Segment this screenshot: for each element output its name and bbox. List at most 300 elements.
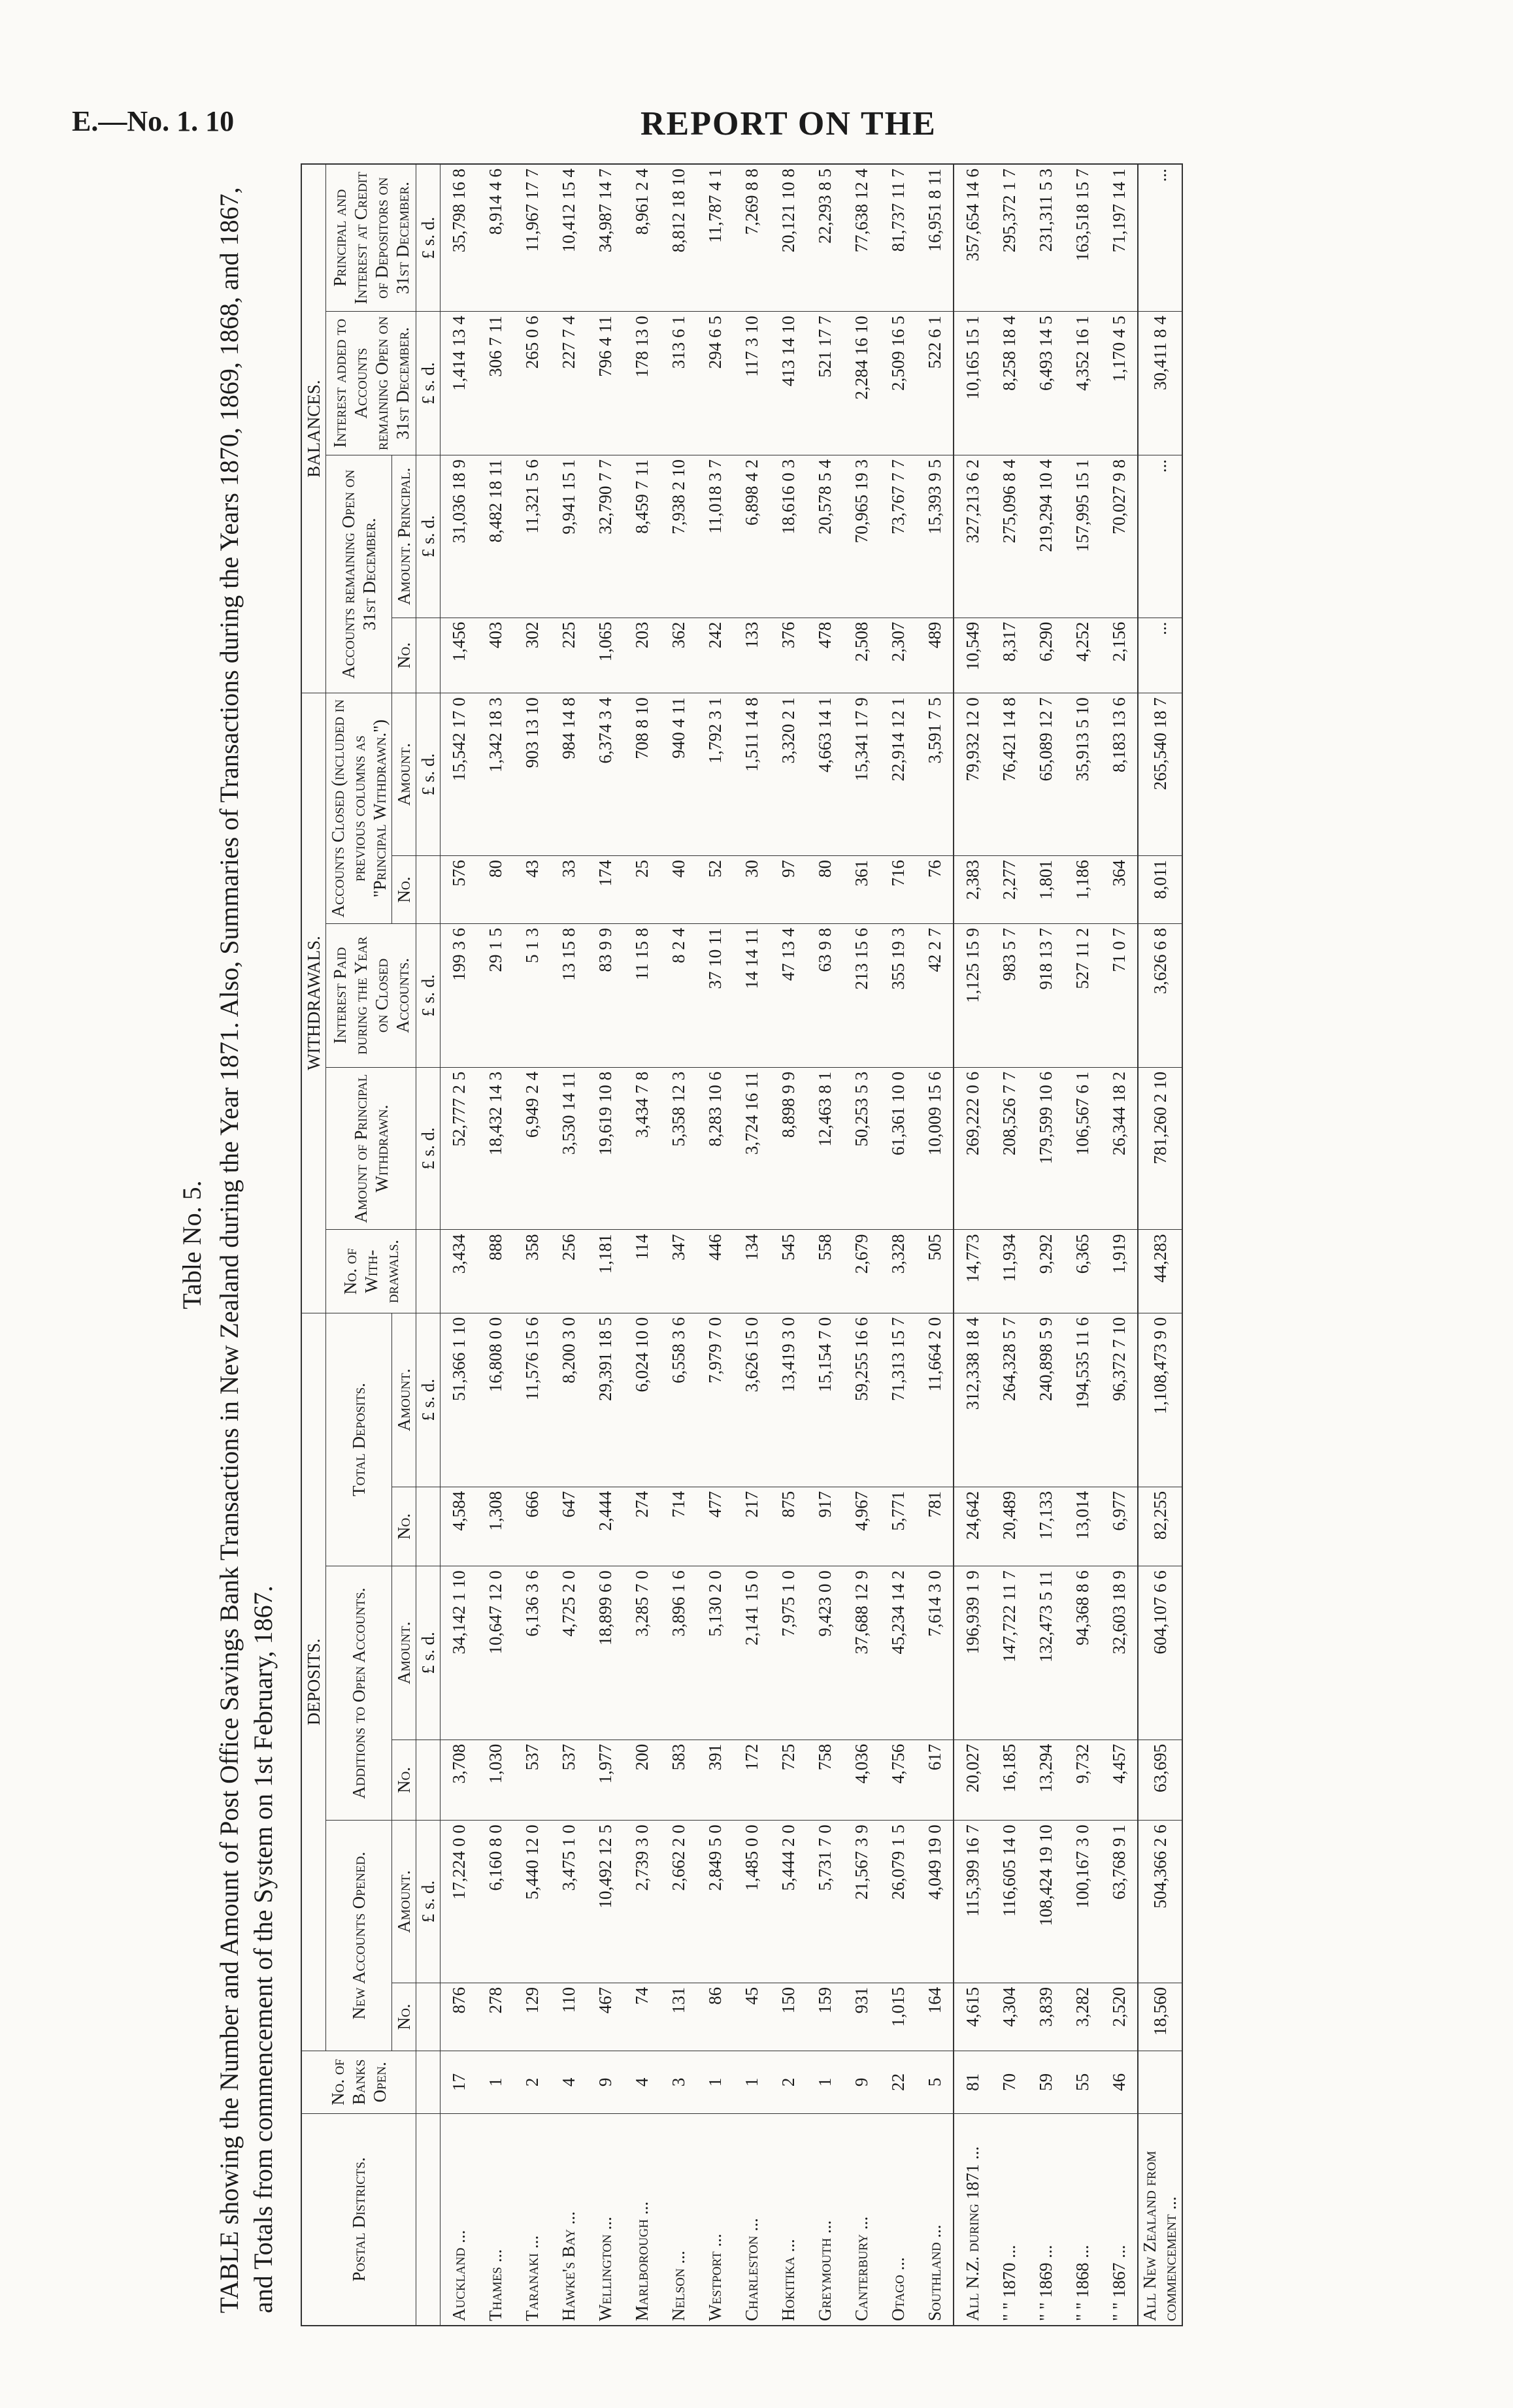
value-cell: 17,224 0 0: [441, 1821, 478, 1983]
value-cell: 37,688 12 9: [843, 1566, 880, 1740]
units-lsd: £ s. d.: [416, 312, 441, 455]
value-cell: 133: [733, 618, 770, 693]
value-cell: 9,732: [1064, 1740, 1101, 1820]
value-cell: 29 1 5: [477, 924, 514, 1068]
value-cell: 10,009 15 6: [916, 1067, 954, 1230]
value-cell: 15,542 17 0: [441, 693, 478, 856]
table-row: [623, 164, 660, 2326]
value-cell: 558: [806, 1230, 843, 1313]
header-no-withdrawals: No. of With-drawals.: [326, 1230, 416, 1313]
value-cell: 30: [733, 855, 770, 923]
value-cell: 9: [843, 2051, 880, 2113]
value-cell: 13,014: [1064, 1487, 1101, 1566]
value-cell: 70: [991, 2051, 1027, 2113]
value-cell: 2,508: [843, 618, 880, 693]
value-cell: 11,934: [991, 1230, 1027, 1313]
value-cell: 47 13 4: [770, 924, 806, 1068]
table-row: [880, 164, 916, 2326]
value-cell: 917: [806, 1487, 843, 1566]
table-row: [1101, 164, 1138, 2326]
table-row: [916, 164, 954, 2326]
value-cell: 376: [770, 618, 806, 693]
value-cell: 42 2 7: [916, 924, 954, 1068]
value-cell: 106,567 6 1: [1064, 1067, 1101, 1230]
value-cell: 63,695: [1138, 1740, 1182, 1820]
header-total-deposits: Total Deposits.: [326, 1313, 392, 1566]
value-cell: 7,938 2 10: [660, 455, 697, 618]
value-cell: 2,284 16 10: [843, 312, 880, 455]
value-cell: 3,626 6 8: [1138, 924, 1182, 1068]
page-reference: E.—No. 1. 10: [72, 105, 235, 137]
table-row: [806, 164, 843, 2326]
value-cell: 6,493 14 5: [1027, 312, 1064, 455]
value-cell: 708 8 10: [623, 693, 660, 856]
value-cell: 4,756: [880, 1740, 916, 1820]
value-cell: 20,121 10 8: [770, 164, 806, 312]
value-cell: 13,419 3 0: [770, 1313, 806, 1487]
value-cell: 8,812 18 10: [660, 164, 697, 312]
value-cell: 1,065: [587, 618, 623, 693]
value-cell: 2: [514, 2051, 550, 2113]
value-cell: 4,615: [954, 1983, 991, 2051]
value-cell: 3,626 15 0: [733, 1313, 770, 1487]
units-lsd: £ s. d.: [416, 924, 441, 1068]
units-cell: [416, 1983, 441, 2051]
value-cell: 100,167 3 0: [1064, 1821, 1101, 1983]
value-cell: 3: [660, 2051, 697, 2113]
value-cell: 984 14 8: [550, 693, 587, 856]
value-cell: 4,304: [991, 1983, 1027, 2051]
value-cell: 3,328: [880, 1230, 916, 1313]
value-cell: 51,366 1 10: [441, 1313, 478, 1487]
value-cell: 1: [733, 2051, 770, 2113]
value-cell: 666: [514, 1487, 550, 1566]
value-cell: 5 1 3: [514, 924, 550, 1068]
table-row: [991, 164, 1027, 2326]
value-cell: 3,591 7 5: [916, 693, 954, 856]
value-cell: 11,787 4 1: [697, 164, 733, 312]
value-cell: 269,222 0 6: [954, 1067, 991, 1230]
table-title: TABLE showing the Number and Amount of Post Office Savings Bank Transactions in New Zealand during the Year 1871. Also, Summaries of Transactions during the Years 1870, 1869, 1868, and 1867, and Totals from commencement of the System on 1st February, 1867.: [214, 187, 278, 2313]
value-cell: 21,567 3 9: [843, 1821, 880, 1983]
value-cell: 362: [660, 618, 697, 693]
value-cell: 716: [880, 855, 916, 923]
value-cell: 196,939 1 9: [954, 1566, 991, 1740]
value-cell: 31,036 18 9: [441, 455, 478, 618]
value-cell: 489: [916, 618, 954, 693]
value-cell: 583: [660, 1740, 697, 1820]
value-cell: 275,096 8 4: [991, 455, 1027, 618]
value-cell: 9,292: [1027, 1230, 1064, 1313]
value-cell: 22: [880, 2051, 916, 2113]
value-cell: 403: [477, 618, 514, 693]
district-cell: Southland ...: [916, 2113, 954, 2326]
value-cell: 82,255: [1138, 1487, 1182, 1566]
value-cell: 110: [550, 1983, 587, 2051]
district-cell: Charleston ...: [733, 2113, 770, 2326]
value-cell: 1,801: [1027, 855, 1064, 923]
value-cell: 1,342 18 3: [477, 693, 514, 856]
value-cell: 357,654 14 6: [954, 164, 991, 312]
value-cell: 114: [623, 1230, 660, 1313]
table-row: [477, 164, 514, 2326]
units-cell: [416, 2051, 441, 2113]
units-lsd: £ s. d.: [416, 455, 441, 618]
value-cell: 3,724 16 11: [733, 1067, 770, 1230]
value-cell: 131: [660, 1983, 697, 2051]
value-cell: 240,898 5 9: [1027, 1313, 1064, 1487]
value-cell: 576: [441, 855, 478, 923]
header-banks-open: No. of Banks Open.: [301, 2051, 416, 2113]
table-row: [587, 164, 623, 2326]
value-cell: 227 7 4: [550, 312, 587, 455]
value-cell: 1,108,473 9 0: [1138, 1313, 1182, 1487]
value-cell: 35,798 16 8: [441, 164, 478, 312]
value-cell: 52: [697, 855, 733, 923]
value-cell: 2,383: [954, 855, 991, 923]
value-cell: 18,899 6 0: [587, 1566, 623, 1740]
value-cell: 3,282: [1064, 1983, 1101, 2051]
value-cell: 33: [550, 855, 587, 923]
value-cell: 77,638 12 4: [843, 164, 880, 312]
units-lsd: £ s. d.: [416, 1566, 441, 1740]
value-cell: 2,509 16 5: [880, 312, 916, 455]
value-cell: 44,283: [1138, 1230, 1182, 1313]
value-cell: 781: [916, 1487, 954, 1566]
value-cell: 3,285 7 0: [623, 1566, 660, 1740]
value-cell: 355 19 3: [880, 924, 916, 1068]
value-cell: 18,560: [1138, 1983, 1182, 2051]
value-cell: 522 6 1: [916, 312, 954, 455]
value-cell: 256: [550, 1230, 587, 1313]
value-cell: 71,197 14 1: [1101, 164, 1138, 312]
value-cell: 11,967 17 7: [514, 164, 550, 312]
value-cell: 15,393 9 5: [916, 455, 954, 618]
value-cell: 37 10 11: [697, 924, 733, 1068]
value-cell: 477: [697, 1487, 733, 1566]
value-cell: 8,200 3 0: [550, 1313, 587, 1487]
table-row: [660, 164, 697, 2326]
value-cell: 5,444 2 0: [770, 1821, 806, 1983]
district-cell: Auckland ...: [441, 2113, 478, 2326]
value-cell: 264,328 5 7: [991, 1313, 1027, 1487]
value-cell: 391: [697, 1740, 733, 1820]
district-cell: Thames ...: [477, 2113, 514, 2326]
value-cell: 295,372 1 7: [991, 164, 1027, 312]
value-cell: 4,252: [1064, 618, 1101, 693]
value-cell: 4,049 19 0: [916, 1821, 954, 1983]
value-cell: 7,269 8 8: [733, 164, 770, 312]
value-cell: 888: [477, 1230, 514, 1313]
value-cell: 17: [441, 2051, 478, 2113]
header-no: No.: [392, 855, 416, 923]
value-cell: 1: [806, 2051, 843, 2113]
value-cell: 108,424 19 10: [1027, 1821, 1064, 1983]
value-cell: 918 13 7: [1027, 924, 1064, 1068]
value-cell: 278: [477, 1983, 514, 2051]
value-cell: 6,949 2 4: [514, 1067, 550, 1230]
value-cell: 796 4 11: [587, 312, 623, 455]
value-cell: 1: [477, 2051, 514, 2113]
table-row: [514, 164, 550, 2326]
value-cell: 208,526 7 7: [991, 1067, 1027, 1230]
value-cell: 9,941 15 1: [550, 455, 587, 618]
value-cell: 3,839: [1027, 1983, 1064, 2051]
value-cell: 527 11 2: [1064, 924, 1101, 1068]
value-cell: 10,492 12 5: [587, 1821, 623, 1983]
value-cell: 30,411 8 4: [1138, 312, 1182, 455]
district-cell: " " 1868 ...: [1064, 2113, 1101, 2326]
value-cell: 10,549: [954, 618, 991, 693]
value-cell: 14 14 11: [733, 924, 770, 1068]
value-cell: 8,914 4 6: [477, 164, 514, 312]
header-withdrawals: WITHDRAWALS.: [301, 693, 326, 1313]
header-amount-principal: Amount. Principal.: [392, 455, 416, 618]
value-cell: 1,125 15 9: [954, 924, 991, 1068]
value-cell: 361: [843, 855, 880, 923]
value-cell: 2,520: [1101, 1983, 1138, 2051]
value-cell: 8,011: [1138, 855, 1182, 923]
value-cell: 4,036: [843, 1740, 880, 1820]
value-cell: 174: [587, 855, 623, 923]
district-cell: All N.Z. during 1871 ...: [954, 2113, 991, 2326]
value-cell: 150: [770, 1983, 806, 2051]
value-cell: 5,731 7 0: [806, 1821, 843, 1983]
value-cell: 302: [514, 618, 550, 693]
value-cell: 79,932 12 0: [954, 693, 991, 856]
value-cell: 413 14 10: [770, 312, 806, 455]
header-interest-added: Interest added to Accounts remaining Open on 31st December.: [326, 312, 416, 455]
value-cell: 81,737 11 7: [880, 164, 916, 312]
value-cell: 19,619 10 8: [587, 1067, 623, 1230]
transactions-table: [301, 163, 1183, 2326]
value-cell: 9: [587, 2051, 623, 2113]
value-cell: 12,463 8 1: [806, 1067, 843, 1230]
value-cell: 24,642: [954, 1487, 991, 1566]
value-cell: 2,662 2 0: [660, 1821, 697, 1983]
district-cell: Greymouth ...: [806, 2113, 843, 2326]
value-cell: 96,372 7 10: [1101, 1313, 1138, 1487]
value-cell: 11,576 15 6: [514, 1313, 550, 1487]
value-cell: 545: [770, 1230, 806, 1313]
value-cell: 8,283 10 6: [697, 1067, 733, 1230]
value-cell: 504,366 2 6: [1138, 1821, 1182, 1983]
table-body: [441, 164, 1183, 2326]
value-cell: 647: [550, 1487, 587, 1566]
value-cell: 32,603 18 9: [1101, 1566, 1138, 1740]
value-cell: 8,183 13 6: [1101, 693, 1138, 856]
value-cell: 6,024 10 0: [623, 1313, 660, 1487]
value-cell: 4,725 2 0: [550, 1566, 587, 1740]
value-cell: 8,961 2 4: [623, 164, 660, 312]
running-title: REPORT ON THE: [640, 105, 937, 142]
value-cell: 521 17 7: [806, 312, 843, 455]
header-principal-interest: Principal and Interest at Credit of Depositors on 31st December.: [326, 164, 416, 312]
value-cell: 6,374 3 4: [587, 693, 623, 856]
value-cell: 20,489: [991, 1487, 1027, 1566]
value-cell: 265 0 6: [514, 312, 550, 455]
value-cell: 219,294 10 4: [1027, 455, 1064, 618]
value-cell: 6,160 8 0: [477, 1821, 514, 1983]
value-cell: ...: [1138, 164, 1182, 312]
value-cell: 3,896 1 6: [660, 1566, 697, 1740]
header-principal-withdrawn: Amount of Principal Withdrawn.: [326, 1067, 416, 1230]
value-cell: 2,444: [587, 1487, 623, 1566]
value-cell: 2,141 15 0: [733, 1566, 770, 1740]
value-cell: 213 15 6: [843, 924, 880, 1068]
value-cell: 34,142 1 10: [441, 1566, 478, 1740]
district-cell: All New Zealand from commencement ...: [1138, 2113, 1182, 2326]
value-cell: 8,898 9 9: [770, 1067, 806, 1230]
value-cell: 11,018 3 7: [697, 455, 733, 618]
value-cell: 1,977: [587, 1740, 623, 1820]
value-cell: 4,967: [843, 1487, 880, 1566]
table-row: [733, 164, 770, 2326]
value-cell: 358: [514, 1230, 550, 1313]
district-cell: Marlborough ...: [623, 2113, 660, 2326]
value-cell: 1,181: [587, 1230, 623, 1313]
value-cell: 5,130 2 0: [697, 1566, 733, 1740]
value-cell: 940 4 11: [660, 693, 697, 856]
value-cell: 5,440 12 0: [514, 1821, 550, 1983]
value-cell: 327,213 6 2: [954, 455, 991, 618]
value-cell: 14,773: [954, 1230, 991, 1313]
value-cell: 725: [770, 1740, 806, 1820]
units-cell: [416, 855, 441, 923]
value-cell: 46: [1101, 2051, 1138, 2113]
value-cell: 10,647 12 0: [477, 1566, 514, 1740]
value-cell: 225: [550, 618, 587, 693]
units-cell: [416, 1487, 441, 1566]
value-cell: 2: [770, 2051, 806, 2113]
district-cell: " " 1869 ...: [1027, 2113, 1064, 2326]
value-cell: 10,165 15 1: [954, 312, 991, 455]
value-cell: 80: [806, 855, 843, 923]
value-cell: 199 3 6: [441, 924, 478, 1068]
value-cell: 26,344 18 2: [1101, 1067, 1138, 1230]
district-cell: " " 1870 ...: [991, 2113, 1027, 2326]
value-cell: 1,030: [477, 1740, 514, 1820]
value-cell: 18,616 0 3: [770, 455, 806, 618]
value-cell: 86: [697, 1983, 733, 2051]
header-amount: Amount.: [392, 693, 416, 856]
value-cell: 4,584: [441, 1487, 478, 1566]
value-cell: 274: [623, 1487, 660, 1566]
value-cell: 70,965 19 3: [843, 455, 880, 618]
value-cell: 294 6 5: [697, 312, 733, 455]
value-cell: 364: [1101, 855, 1138, 923]
value-cell: 164: [916, 1983, 954, 2051]
value-cell: 265,540 18 7: [1138, 693, 1182, 856]
units-lsd: £ s. d.: [416, 164, 441, 312]
value-cell: 6,558 3 6: [660, 1313, 697, 1487]
value-cell: 1: [697, 2051, 733, 2113]
value-cell: 903 13 10: [514, 693, 550, 856]
value-cell: 5: [916, 2051, 954, 2113]
units-lsd: £ s. d.: [416, 693, 441, 856]
value-cell: 129: [514, 1983, 550, 2051]
value-cell: 505: [916, 1230, 954, 1313]
header-interest-paid: Interest Paid during the Year on Closed Accounts.: [326, 924, 416, 1068]
value-cell: 203: [623, 618, 660, 693]
value-cell: 55: [1064, 2051, 1101, 2113]
table-row: [770, 164, 806, 2326]
value-cell: 242: [697, 618, 733, 693]
header-no: No.: [392, 1487, 416, 1566]
value-cell: ...: [1138, 455, 1182, 618]
value-cell: 7,975 1 0: [770, 1566, 806, 1740]
value-cell: 1,511 14 8: [733, 693, 770, 856]
value-cell: 76,421 14 8: [991, 693, 1027, 856]
value-cell: 34,987 14 7: [587, 164, 623, 312]
value-cell: 931: [843, 1983, 880, 2051]
value-cell: 65,089 12 7: [1027, 693, 1064, 856]
header-amount: Amount.: [392, 1566, 416, 1740]
value-cell: 2,849 5 0: [697, 1821, 733, 1983]
value-cell: 2,739 3 0: [623, 1821, 660, 1983]
value-cell: 200: [623, 1740, 660, 1820]
header-postal-districts: Postal Districts.: [301, 2113, 416, 2326]
units-lsd: £ s. d.: [416, 1821, 441, 1983]
value-cell: 71,313 15 7: [880, 1313, 916, 1487]
value-cell: 1,308: [477, 1487, 514, 1566]
value-cell: 157,995 15 1: [1064, 455, 1101, 618]
header-balances: BALANCES.: [301, 164, 326, 693]
value-cell: 3,708: [441, 1740, 478, 1820]
value-cell: 117 3 10: [733, 312, 770, 455]
header-no: No.: [392, 618, 416, 693]
table-row: [441, 164, 478, 2326]
value-cell: 20,578 5 4: [806, 455, 843, 618]
value-cell: 478: [806, 618, 843, 693]
value-cell: 59: [1027, 2051, 1064, 2113]
value-cell: 81: [954, 2051, 991, 2113]
value-cell: 132,473 5 11: [1027, 1566, 1064, 1740]
value-cell: 4,663 14 1: [806, 693, 843, 856]
value-cell: [1138, 2051, 1182, 2113]
value-cell: 15,341 17 9: [843, 693, 880, 856]
district-cell: Hawke's Bay ...: [550, 2113, 587, 2326]
value-cell: 2,307: [880, 618, 916, 693]
value-cell: 159: [806, 1983, 843, 2051]
value-cell: 13 15 8: [550, 924, 587, 1068]
value-cell: 16,951 8 11: [916, 164, 954, 312]
value-cell: 217: [733, 1487, 770, 1566]
value-cell: 306 7 11: [477, 312, 514, 455]
header-accounts-open: Accounts remaining Open on 31st December.: [326, 455, 392, 693]
header-amount: Amount.: [392, 1821, 416, 1983]
value-cell: 172: [733, 1740, 770, 1820]
units-lsd: £ s. d.: [416, 1067, 441, 1230]
value-cell: 147,722 11 7: [991, 1566, 1027, 1740]
value-cell: 35,913 5 10: [1064, 693, 1101, 856]
table-row: [1064, 164, 1101, 2326]
value-cell: 231,311 5 3: [1027, 164, 1064, 312]
value-cell: 194,535 11 6: [1064, 1313, 1101, 1487]
district-cell: Otago ...: [880, 2113, 916, 2326]
value-cell: 16,808 0 0: [477, 1313, 514, 1487]
value-cell: 5,358 12 3: [660, 1067, 697, 1230]
header-no: No.: [392, 1983, 416, 2051]
table-row: [697, 164, 733, 2326]
value-cell: 1,792 3 1: [697, 693, 733, 856]
value-cell: 179,599 10 6: [1027, 1067, 1064, 1230]
value-cell: 1,456: [441, 618, 478, 693]
value-cell: 3,530 14 11: [550, 1067, 587, 1230]
value-cell: 115,399 16 7: [954, 1821, 991, 1983]
district-cell: Nelson ...: [660, 2113, 697, 2326]
header-new-accounts: New Accounts Opened.: [326, 1821, 392, 2051]
